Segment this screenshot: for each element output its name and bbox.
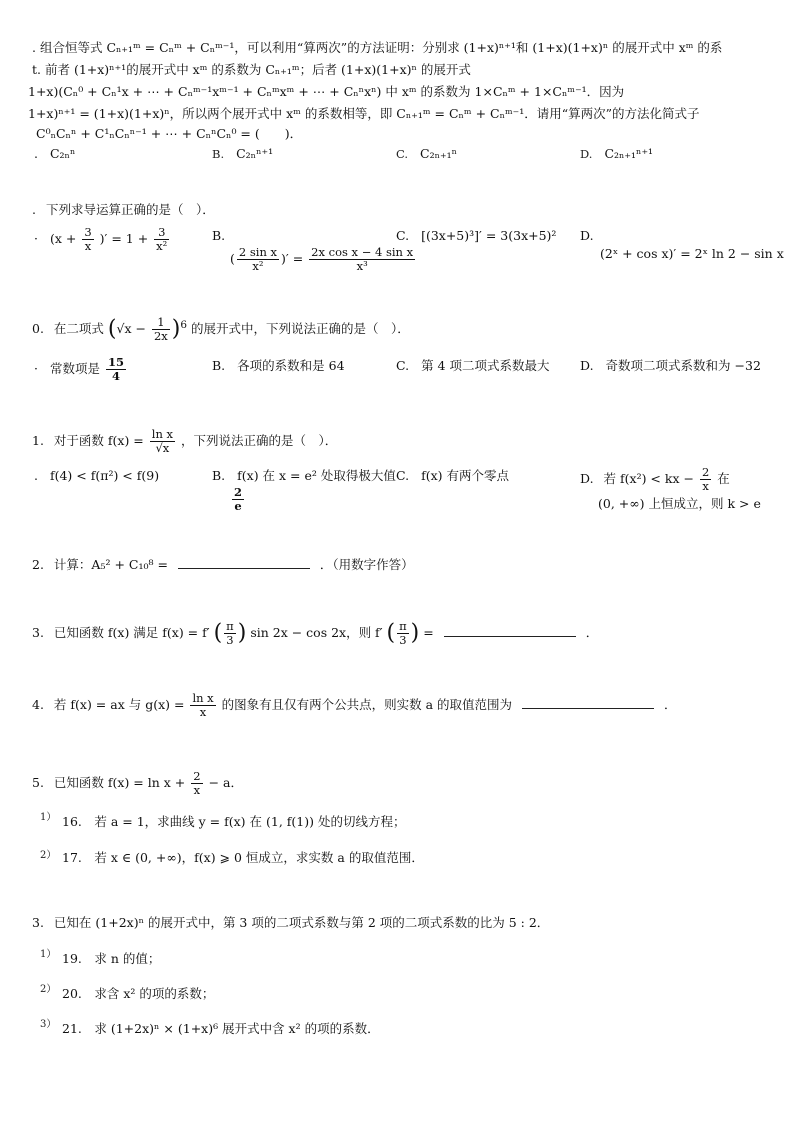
q15-stem-b: − a．	[208, 775, 243, 791]
q9-option-a-left: (x +	[49, 231, 77, 247]
q15-stem-a: 已知函数 f(x) = ln x +	[53, 775, 186, 791]
q14-number: 4.	[32, 697, 44, 713]
q15-sub1-number: 1）	[40, 812, 57, 823]
q15-number: 5.	[32, 775, 44, 791]
q13-stem-b: sin 2x − cos 2x，则 f′	[250, 625, 383, 641]
q10-stem: 0. 在二项式 (√x − $\frac{1}{2x}$ )$^6$ 的展开式中，下列说法正确的是（ ）．	[32, 315, 410, 344]
q13-frac-1: $\frac{\pi}{3}$	[226, 619, 234, 648]
q12-number: 2.	[32, 557, 44, 572]
q16-sub2: 20. 求含 x² 的项的系数；	[62, 986, 215, 1001]
q8-line1	[32, 40, 722, 56]
q11-option-b-frac: $\frac{2}{e}$	[234, 485, 243, 514]
q9-option-a-frac2: $\frac{3}{\text{x²}}$	[156, 225, 168, 254]
q8-option-b[interactable]	[212, 146, 273, 162]
q11-option-d-label: D.	[580, 471, 594, 487]
q10-expr-frac: $\frac{1}{2x}$	[153, 315, 168, 344]
q10-option-a-label: ·	[34, 361, 38, 377]
q11-option-b-text: f(x) 在 x = e² 处取得极大值	[237, 468, 396, 483]
q8-option-b-text: C₂ₙⁿ⁺¹	[236, 146, 274, 161]
q8-option-a-text: C₂ₙⁿ	[49, 146, 76, 161]
q14-stem-b: 的图象有且仅有两个公共点，则实数 a 的取值范围为	[221, 697, 513, 713]
q13-answer-blank[interactable]	[444, 624, 576, 637]
q10-number: 0.	[32, 321, 44, 337]
q11-option-d-line1b: 在	[717, 471, 730, 487]
q13-tail: ．	[585, 625, 599, 641]
q9-option-a-label: ·	[34, 231, 38, 247]
q9-option-b-label[interactable]: B.	[212, 228, 226, 243]
q11-option-d-line2: (0, +∞) 上恒成立，则 k > e	[598, 496, 761, 511]
q11-option-b-label: B.	[212, 468, 226, 483]
q9-stem-text: 下列求导运算正确的是（ ）．	[45, 202, 215, 217]
q10-option-b[interactable]	[212, 358, 345, 374]
q11-option-a[interactable]	[34, 468, 159, 484]
q10-option-a-frac: $\frac{15}{4}$	[107, 355, 124, 384]
q10-expr-left: √x −	[116, 321, 146, 337]
q11-option-c[interactable]	[396, 468, 509, 484]
q15-stem	[32, 770, 243, 797]
q11-option-d-line1: 若 f(x²) < kx −	[603, 471, 694, 487]
q8-option-c-label: C.	[396, 147, 409, 161]
q8-option-c-text: C₂ₙ₊₁ⁿ	[420, 146, 458, 161]
q12-stem	[32, 556, 414, 573]
q9-option-c-text: [(3x+5)³]′ = 3(3x+5)²	[421, 228, 557, 243]
q14-stem	[32, 692, 677, 719]
q11-stem-a: 对于函数 f(x) =	[53, 433, 144, 449]
q10-option-b-text: 各项的系数和是 64	[237, 358, 345, 373]
q15-sub1: 16. 若 a = 1，求曲线 y = f(x) 在 (1, f(1)) 处的切线方程；	[62, 814, 406, 829]
q8-option-d[interactable]	[580, 146, 653, 162]
q9-option-d-label[interactable]: D.	[580, 228, 594, 243]
q16-sub3: 21. 求 (1+2x)ⁿ × (1+x)⁶ 展开式中含 x² 的项的系数．	[62, 1021, 380, 1036]
q8-option-a-label: .	[34, 146, 38, 161]
q13-frac-2: $\frac{\pi}{3}$	[399, 619, 407, 648]
q10-stem-b: 的展开式中，下列说法正确的是（ ）．	[190, 321, 410, 337]
q9-option-d-text[interactable]: (2ˣ + cos x)′ = 2ˣ ln 2 − sin x	[600, 246, 784, 261]
q11-stem-b: ，下列说法正确的是（ ）．	[180, 433, 338, 449]
q9-option-b-frac2: $\frac{\text{2x cos x − 4 sin x}}{\text{x³}}$	[311, 245, 414, 274]
q16-sub3-number: 3）	[40, 1019, 57, 1030]
q12-answer-blank[interactable]	[178, 556, 310, 569]
q9-option-b-frac1: $\frac{\text{2 sin x}}{\text{x²}}$	[238, 245, 277, 274]
q9-option-c-label: C.	[396, 228, 410, 243]
q9-option-a-frac1: $\frac{3}{x}$	[84, 225, 92, 254]
q13-stem: 3. 已知函数 f(x) 满足 f(x) = f′ ( $\frac{\pi}{3}$ ) sin 2x − cos 2x，则 f′ ( $\frac{\pi}{3}$ ) = ．	[32, 619, 599, 648]
q9-stem	[32, 202, 215, 218]
q14-answer-blank[interactable]	[522, 696, 654, 709]
q15-sub2-number: 2）	[40, 850, 57, 861]
q11-stem	[32, 428, 337, 455]
q12-stem-text: 计算：A₅² + C₁₀⁸ =	[53, 557, 168, 572]
q16-sub1-number: 1）	[40, 949, 57, 960]
q8-text-1: 组合恒等式 Cₙ₊₁ᵐ = Cₙᵐ + Cₙᵐ⁻¹，可以利用“算两次”的方法证明：分别求 (1+x)ⁿ⁺¹和 (1+x)(1+x)ⁿ 的展开式中 xᵐ 的系	[39, 40, 723, 55]
q8-line3: 1+x)(Cₙ⁰ + Cₙ¹x + ⋯ + Cₙᵐ⁻¹xᵐ⁻¹ + Cₙᵐxᵐ + ⋯ + Cₙⁿxⁿ) 中 xᵐ 的系数为 1×Cₙᵐ + 1×Cₙᵐ⁻¹．因为	[28, 84, 625, 99]
q8-option-d-text: C₂ₙ₊₁ⁿ⁺¹	[604, 146, 654, 161]
q11-option-c-label: C.	[396, 468, 410, 483]
q10-option-a-text: 常数项是	[49, 361, 100, 377]
q10-option-c[interactable]	[396, 358, 549, 374]
q10-option-c-text: 第 4 项二项式系数最大	[421, 358, 550, 373]
q8-line4: 1+x)ⁿ⁺¹ = (1+x)(1+x)ⁿ，所以两个展开式中 xᵐ 的系数相等，即 Cₙ₊₁ᵐ = Cₙᵐ + Cₙᵐ⁻¹．请用“算两次”的方法化简式子	[28, 106, 700, 121]
q13-stem-c: =	[423, 625, 434, 641]
q11-option-d-frac: $\frac{2}{x}$	[701, 465, 710, 494]
q10-option-d[interactable]	[580, 358, 761, 374]
q15-sub2: 17. 若 x ∈ (0, +∞)，f(x) ⩾ 0 恒成立，求实数 a 的取值范围．	[62, 850, 424, 865]
q11-option-c-text: f(x) 有两个零点	[421, 468, 509, 483]
q14-tail: ．	[664, 697, 677, 713]
q9-number: .	[32, 202, 36, 217]
q8-option-d-label: D.	[580, 147, 593, 161]
q11-option-d[interactable]	[580, 466, 730, 493]
q16-stem	[32, 915, 549, 931]
q11-option-b[interactable]	[212, 468, 396, 484]
q8-number: .	[32, 40, 36, 55]
q9-option-b[interactable]: ( $\frac{\text{2 sin x}}{\text{x²}}$ )′ = $\frac{\text{2x cos x − 4 sin x}}{\text{x³}}$	[230, 245, 414, 274]
q11-option-a-label: .	[34, 468, 38, 483]
q8-option-c[interactable]	[396, 146, 457, 162]
q10-expr-power: 6	[180, 319, 187, 332]
q11-option-a-text: f(4) < f(π²) < f(9)	[49, 468, 160, 483]
q8-line2: t. 前者 (1+x)ⁿ⁺¹的展开式中 xᵐ 的系数为 Cₙ₊₁ᵐ；后者 (1+x)(1+x)ⁿ 的展开式	[32, 62, 471, 77]
q12-tail: ．（用数字作答）	[319, 557, 414, 572]
q10-option-a[interactable]	[34, 356, 128, 383]
q10-option-d-label: D.	[580, 358, 594, 373]
q16-stem-text: 已知在 (1+2x)ⁿ 的展开式中，第 3 项的二项式系数与第 2 项的二项式系数的比为 5 : 2．	[53, 915, 550, 930]
q13-number: 3.	[32, 625, 44, 641]
q14-stem-a: 若 f(x) = ax 与 g(x) =	[53, 697, 185, 713]
q16-sub2-number: 2）	[40, 984, 57, 995]
q8-option-a[interactable]	[34, 146, 75, 162]
q9-option-b-eq: =	[292, 251, 304, 267]
q8-option-b-label: B.	[212, 147, 225, 161]
q13-stem-a: 已知函数 f(x) 满足 f(x) = f′	[53, 625, 210, 641]
q15-frac: $\frac{2}{x}$	[193, 769, 201, 798]
q16-number: 3.	[32, 915, 44, 930]
q9-option-a-mid: )′ = 1 +	[99, 231, 149, 247]
q11-stem-frac: $\frac{\text{ln x}}{√x}$	[151, 427, 173, 456]
q16-sub1: 19. 求 n 的值；	[62, 951, 161, 966]
q9-option-a[interactable]	[34, 226, 171, 253]
q10-option-c-label: C.	[396, 358, 410, 373]
q10-option-b-label: B.	[212, 358, 226, 373]
q10-stem-a: 在二项式	[53, 321, 104, 337]
q9-option-c[interactable]	[396, 228, 556, 244]
q8-line5: C⁰ₙCₙⁿ + C¹ₙCₙⁿ⁻¹ + ⋯ + CₙⁿCₙ⁰ = ( )．	[36, 126, 303, 141]
q11-number: 1.	[32, 433, 44, 449]
q14-frac: $\frac{\text{ln x}}{x}$	[192, 691, 214, 720]
q10-option-d-text: 奇数项二项式系数和为 −32	[605, 358, 761, 373]
